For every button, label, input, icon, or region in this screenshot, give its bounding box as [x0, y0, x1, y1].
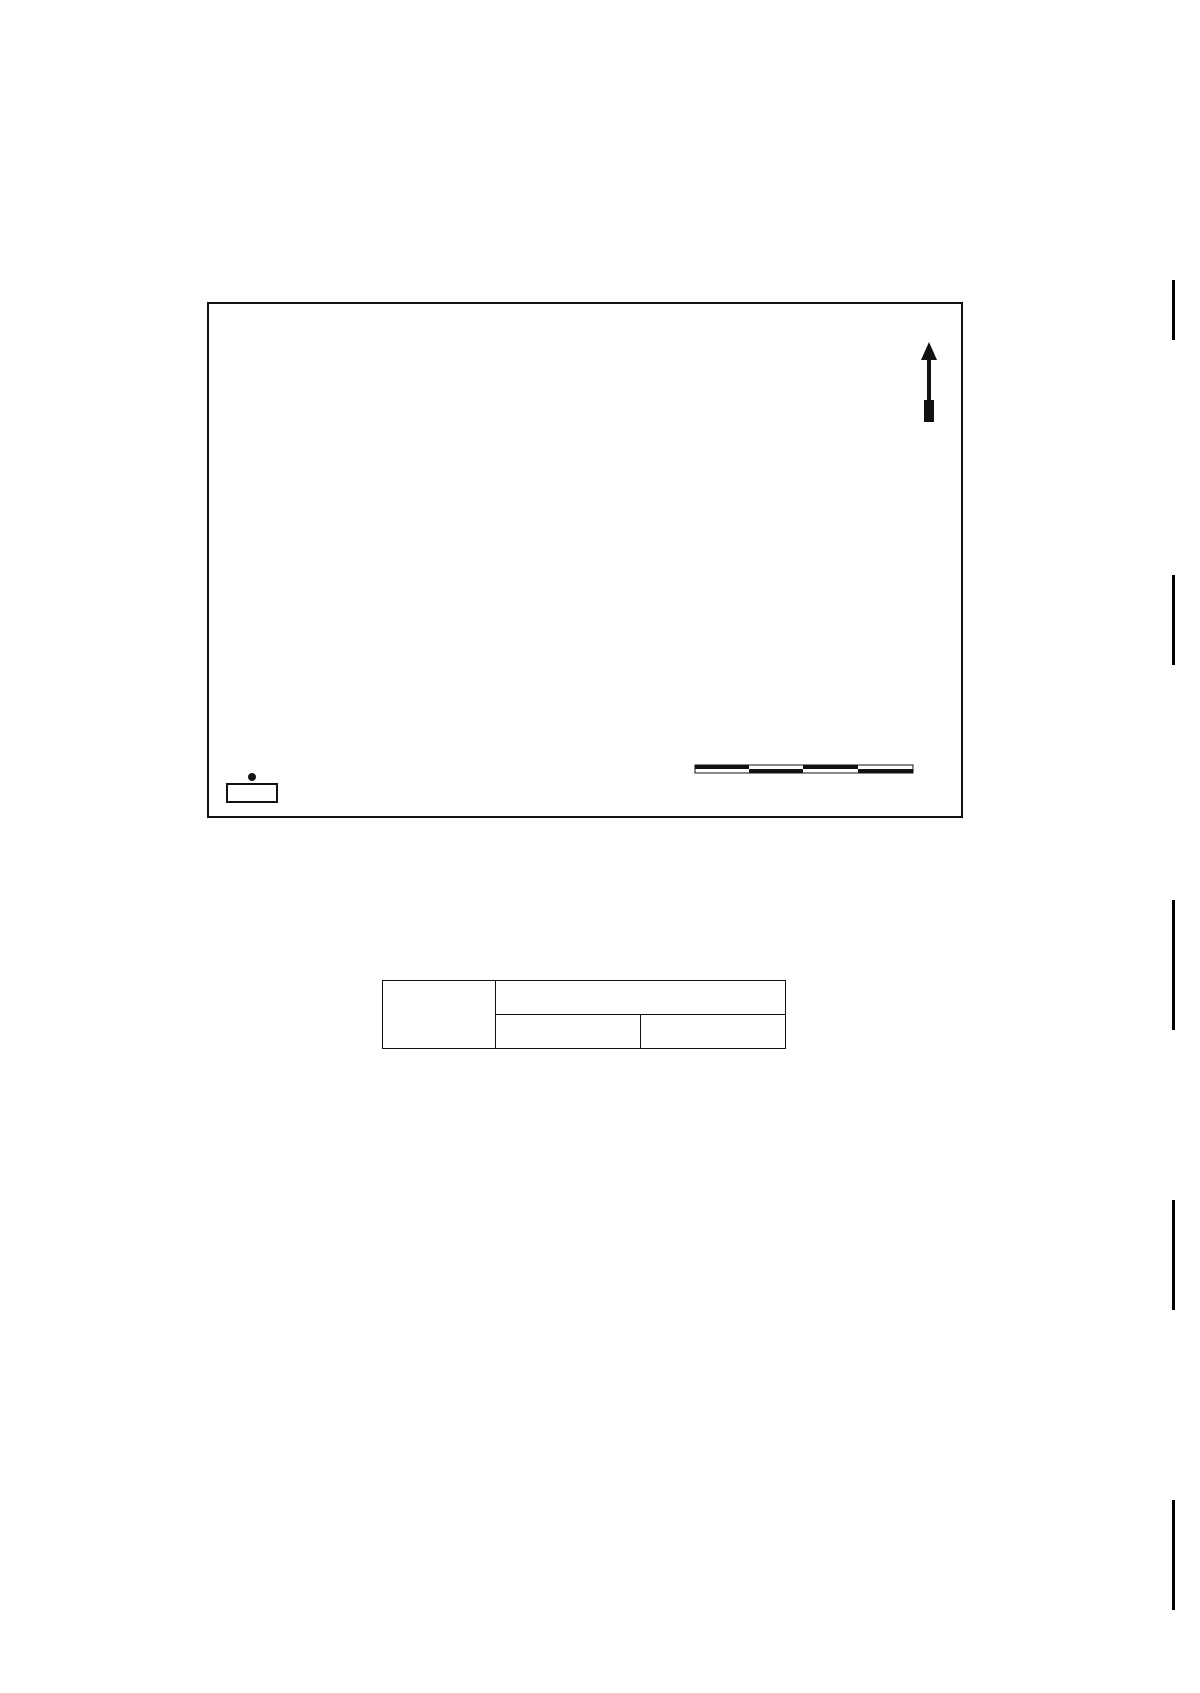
north-arrow-icon — [921, 342, 937, 422]
scan-edge-mark — [1172, 280, 1175, 340]
boundary-map — [207, 302, 963, 818]
header-point-number — [383, 981, 496, 1049]
table-header-row — [383, 981, 786, 1015]
scan-edge-mark — [1172, 900, 1175, 1030]
header-longitude — [641, 1015, 786, 1049]
scale-bar — [695, 765, 913, 773]
map-legend — [227, 773, 277, 802]
boundary-map-svg — [209, 304, 961, 816]
scan-edge-mark — [1172, 575, 1175, 665]
coordinates-table — [382, 980, 786, 1049]
scan-edge-mark — [1172, 1200, 1175, 1310]
header-latitude — [496, 1015, 641, 1049]
legend-boundary-icon — [227, 784, 277, 802]
legend-point-icon — [248, 773, 256, 781]
scan-edge-mark — [1172, 1500, 1175, 1610]
header-coordinates — [496, 981, 786, 1015]
